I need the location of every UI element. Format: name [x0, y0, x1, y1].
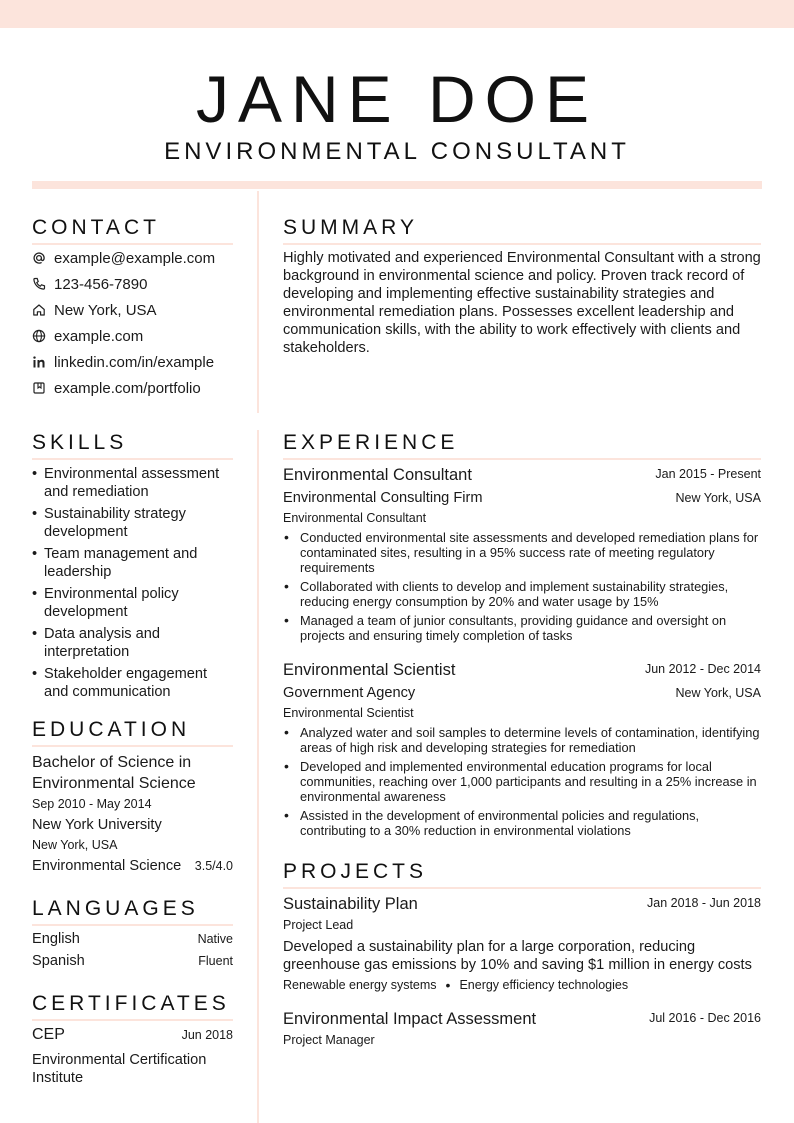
skill-item: • Stakeholder engagement and communication	[32, 665, 232, 701]
candidate-name: JANE DOE	[195, 62, 599, 136]
project-role: Project Lead	[283, 918, 354, 932]
certificate-issuer: Environmental Certification Institute	[32, 1052, 207, 1086]
skill-item: • Team management and leadership	[32, 545, 232, 581]
education-gpa: 3.5/4.0	[194, 859, 233, 873]
education-heading: EDUCATION	[32, 717, 233, 747]
job-bullet: • Analyzed water and soil samples to determine levels of contamination, identifying areas of high risk and developing strategies for remediation	[300, 725, 760, 755]
contact-location-text: New York, USA	[54, 301, 157, 319]
project-role: Project Manager	[283, 1033, 375, 1047]
contact-website[interactable]	[32, 326, 143, 346]
contact-linkedin-text: linkedin.com/in/example	[54, 353, 215, 371]
at-icon	[32, 251, 46, 265]
skill-item: • Environmental policy development	[32, 585, 232, 621]
column-divider-top	[257, 191, 259, 413]
job-bullet: • Managed a team of junior consultants, providing guidance and oversight on projects and ensuring timely completion of tasks	[300, 613, 760, 643]
job-position: Environmental Consultant	[283, 511, 427, 525]
job-company: Environmental Consulting Firm	[283, 490, 483, 506]
globe-icon	[32, 329, 46, 343]
project-title: Environmental Impact Assessment	[283, 1010, 537, 1028]
job-position: Environmental Scientist	[283, 706, 414, 720]
top-accent-band	[0, 0, 794, 28]
job-location: New York, USA	[675, 491, 761, 505]
projects-heading: PROJECTS	[283, 859, 761, 889]
linkedin-icon	[32, 355, 46, 369]
skills-heading: SKILLS	[32, 430, 233, 460]
column-divider-bottom	[257, 430, 259, 1123]
contact-location	[32, 300, 157, 320]
job-dates: Jan 2015 - Present	[655, 467, 761, 481]
header-rule	[32, 181, 762, 189]
education-degree: Bachelor of Science in Environmental Science	[32, 754, 196, 792]
project-description: Developed a sustainability plan for a large corporation, reducing greenhouse gas emissions by 10% and saving $1 million in energy costs	[283, 939, 752, 973]
language-name: English	[32, 931, 80, 947]
language-level: Fluent	[198, 954, 233, 968]
home-icon	[32, 303, 46, 317]
job-location: New York, USA	[675, 686, 761, 700]
contact-portfolio-text: example.com/portfolio	[54, 379, 201, 397]
certificates-heading: CERTIFICATES	[32, 991, 233, 1021]
job-bullet: • Conducted environmental site assessments and developed remediation plans for contaminated sites, resulting in a 95% success rate of meeting regulatory requirements	[300, 530, 760, 575]
education-school: New York University	[32, 817, 162, 833]
contact-portfolio[interactable]	[32, 378, 201, 398]
experience-heading: EXPERIENCE	[283, 430, 761, 460]
education-dates: Sep 2010 - May 2014	[32, 797, 152, 811]
contact-phone[interactable]	[32, 274, 147, 294]
contact-linkedin[interactable]	[32, 352, 214, 372]
candidate-role: ENVIRONMENTAL CONSULTANT	[164, 138, 630, 165]
language-level: Native	[197, 932, 233, 946]
job-bullet: • Collaborated with clients to develop and implement sustainability strategies, reducing energy consumption by 20% and water usage by 15%	[300, 579, 760, 609]
skill-item: • Data analysis and interpretation	[32, 625, 232, 661]
project-dates: Jul 2016 - Dec 2016	[649, 1011, 761, 1025]
project-dates: Jan 2018 - Jun 2018	[647, 896, 761, 910]
summary-text: Highly motivated and experienced Environmental Consultant with a strong background in environmental science and policy. Proven track record of developing and implementing effective sustainability strategies and environmental remediation plans. Possesses excellent leadership and communication skills, with the ability to work effectively with clients and stakeholders.	[283, 250, 761, 356]
project-tag: Energy efficiency technologies	[459, 978, 629, 992]
education-location: New York, USA	[32, 838, 118, 852]
skill-item: • Sustainability strategy development	[32, 505, 232, 541]
contact-website-text: example.com	[54, 327, 144, 345]
project-tags	[283, 977, 628, 993]
project-tag: Renewable energy systems	[283, 978, 437, 992]
contact-email-text: example@example.com	[54, 249, 216, 267]
job-company: Government Agency	[283, 685, 416, 701]
contact-email[interactable]	[32, 248, 215, 268]
summary-heading: SUMMARY	[283, 215, 761, 245]
certificate-date: Jun 2018	[181, 1028, 233, 1042]
certificate-name: CEP	[32, 1026, 65, 1043]
job-title: Environmental Scientist	[283, 661, 456, 679]
job-dates: Jun 2012 - Dec 2014	[644, 662, 761, 676]
project-title: Sustainability Plan	[283, 895, 418, 913]
languages-heading: LANGUAGES	[32, 896, 233, 926]
tag-separator: •	[445, 977, 451, 993]
job-bullet: • Assisted in the development of environmental policies and regulations, contributing to a 30% reduction in environmental violations	[300, 808, 760, 838]
portfolio-icon	[32, 381, 46, 395]
job-bullet: • Developed and implemented environmental education programs for local communities, reaching over 1,000 participants and resulting in a 25% increase in environmental awareness	[300, 759, 760, 804]
contact-heading: CONTACT	[32, 215, 233, 245]
skill-item: • Environmental assessment and remediation	[32, 465, 232, 501]
education-field: Environmental Science	[32, 858, 182, 874]
language-name: Spanish	[32, 953, 85, 969]
contact-phone-text: 123-456-7890	[54, 275, 148, 293]
phone-icon	[32, 277, 46, 291]
job-title: Environmental Consultant	[283, 466, 472, 484]
